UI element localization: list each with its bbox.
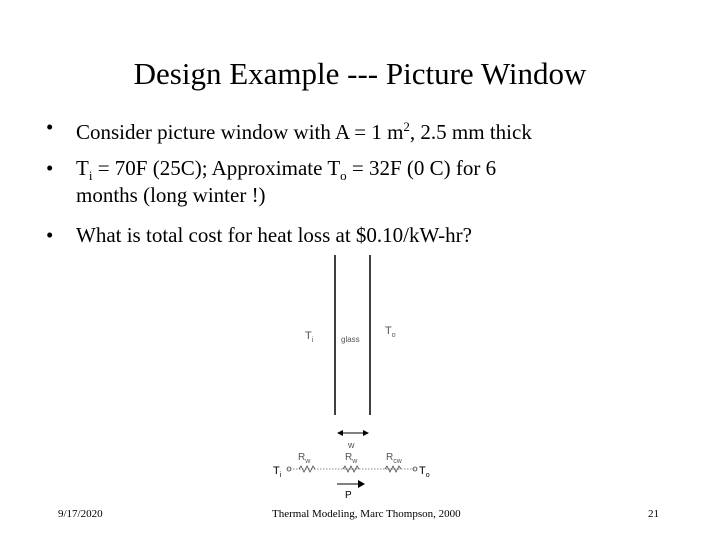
bullet-1-text: Consider picture window with A = 1 $m^2$, 2.5 mm thick <box>76 119 532 144</box>
footer-page-number: 21 <box>648 508 659 520</box>
footer-date: 9/17/2020 <box>58 508 103 520</box>
power-label: P <box>345 490 352 501</box>
power-arrowhead <box>358 480 365 488</box>
ti-label: $T_i$ <box>305 330 314 344</box>
bullet-marker: • <box>46 115 54 139</box>
bullet-2-text-line2: months (long winter !) <box>76 183 266 207</box>
bullet-2-text: $T_i = 70F$ (25C); Approximate $T_o = 32F$ (0 C) for 6 <box>76 156 497 184</box>
footer-center: Thermal Modeling, Marc Thompson, 2000 <box>272 508 461 520</box>
bullet-marker: • <box>46 156 54 180</box>
w-arrowhead-right <box>363 430 369 436</box>
w-label: w <box>348 440 355 450</box>
w-arrowhead-left <box>337 430 343 436</box>
window-thermal-diagram <box>265 250 455 505</box>
glass-label: glass <box>341 335 360 344</box>
bullet-3-text: What is total cost for heat loss at $0.10/kW-hr? <box>76 223 472 247</box>
rcw-label: $R_{cw}$ <box>386 452 402 465</box>
resistor-rw1 <box>299 466 315 472</box>
slide-title: Design Example --- Picture Window <box>133 56 587 91</box>
rw2-label: $R_w$ <box>345 452 358 465</box>
rw1-label: $R_w$ <box>298 452 311 465</box>
circuit-to-label: $T_o$ <box>419 465 430 479</box>
to-label: $T_o$ <box>385 325 396 339</box>
circuit-ti-label: $T_i$ <box>273 465 282 479</box>
bullet-marker: • <box>46 223 54 247</box>
